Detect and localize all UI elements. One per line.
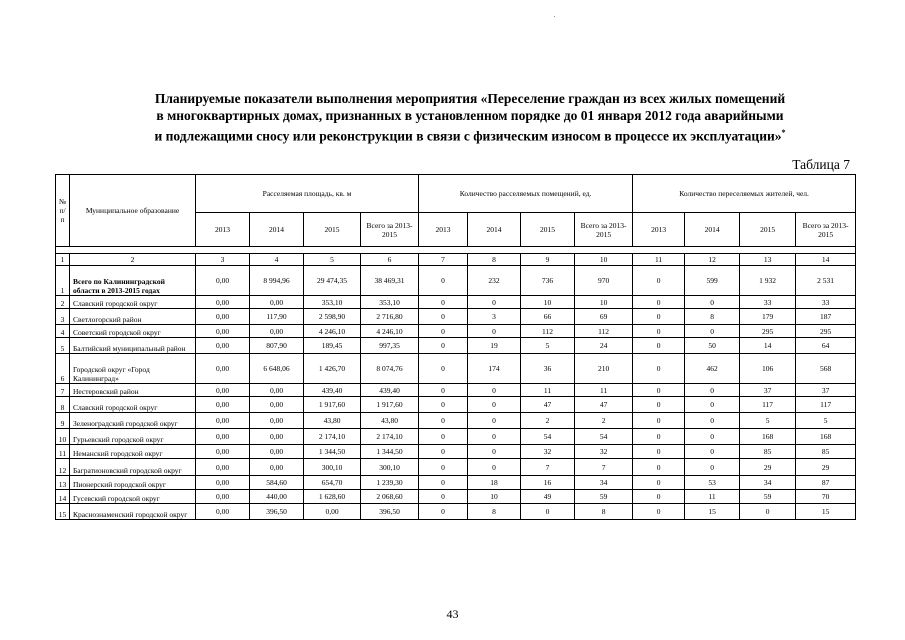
value-cell: 1 917,60 [304,397,361,413]
document-title [100,90,840,145]
column-index-cell: 4 [250,254,304,266]
row-number: 1 [56,266,70,296]
row-number: 14 [56,490,70,504]
value-cell: 43,80 [361,413,419,429]
value-cell: 0 [419,413,468,429]
header-year: 2015 [304,213,361,247]
title-line-3 [100,124,840,145]
value-cell: 0 [633,459,685,476]
value-cell: 112 [575,325,633,338]
value-cell: 16 [521,476,575,490]
value-cell: 4 246,10 [304,325,361,338]
value-cell: 0,00 [196,397,250,413]
value-cell: 0,00 [250,413,304,429]
value-cell: 300,10 [304,459,361,476]
value-cell: 168 [740,429,796,445]
value-cell: 584,60 [250,476,304,490]
row-number: 5 [56,338,70,354]
value-cell: 0 [633,445,685,459]
value-cell: 0 [419,504,468,520]
value-cell: 232 [468,266,521,296]
value-cell: 0,00 [304,504,361,520]
value-cell: 295 [796,325,856,338]
value-cell: 69 [575,309,633,325]
value-cell: 0,00 [196,445,250,459]
value-cell: 0,00 [250,384,304,397]
value-cell: 0 [419,309,468,325]
value-cell: 2 068,60 [361,490,419,504]
table-row [56,413,856,429]
header-year: 2013 [419,213,468,247]
column-index-cell: 2 [70,254,196,266]
value-cell: 174 [468,354,521,384]
municipality-name: Гусевский городской округ [70,490,196,504]
table-row [56,309,856,325]
column-index-cell: 10 [575,254,633,266]
value-cell: 1 239,30 [361,476,419,490]
municipality-name: Краснознаменский городской округ [70,504,196,520]
value-cell: 1 344,50 [361,445,419,459]
value-cell: 106 [740,354,796,384]
value-cell: 0 [419,445,468,459]
value-cell: 11 [521,384,575,397]
value-cell: 59 [575,490,633,504]
value-cell: 54 [521,429,575,445]
municipality-name: Советский городской округ [70,325,196,338]
header-municipality: Муниципальное образование [70,175,196,247]
value-cell: 0 [468,384,521,397]
value-cell: 47 [575,397,633,413]
value-cell: 187 [796,309,856,325]
value-cell: 0,00 [196,354,250,384]
value-cell: 0 [468,397,521,413]
value-cell: 654,70 [304,476,361,490]
value-cell: 353,10 [361,296,419,309]
value-cell: 85 [796,445,856,459]
value-cell: 6 648,06 [250,354,304,384]
value-cell: 0 [419,476,468,490]
header-year: 2014 [685,213,740,247]
value-cell: 997,35 [361,338,419,354]
header-group-residents: Количество переселяемых жителей, чел. [633,175,856,213]
value-cell: 0,00 [250,445,304,459]
table-row [56,397,856,413]
value-cell: 353,10 [304,296,361,309]
value-cell: 0 [633,296,685,309]
value-cell: 8 074,76 [361,354,419,384]
value-cell: 19 [468,338,521,354]
footnote-mark: * [781,128,786,137]
value-cell: 66 [521,309,575,325]
value-cell: 439,40 [361,384,419,397]
value-cell: 37 [740,384,796,397]
value-cell: 0,00 [250,459,304,476]
municipality-name: Нестеровский район [70,384,196,397]
column-index-cell: 5 [304,254,361,266]
page-number: 43 [446,607,459,621]
title-line-3-text: и подлежащими сносу или реконструкции в связи с физическим износом в процессе их эксплуатации» [154,128,782,144]
value-cell: 117 [796,397,856,413]
value-cell: 396,50 [250,504,304,520]
row-number: 4 [56,325,70,338]
row-number: 3 [56,309,70,325]
value-cell: 462 [685,354,740,384]
value-cell: 300,10 [361,459,419,476]
value-cell: 47 [521,397,575,413]
value-cell: 18 [468,476,521,490]
value-cell: 0 [468,459,521,476]
value-cell: 32 [521,445,575,459]
value-cell: 59 [740,490,796,504]
value-cell: 0,00 [196,413,250,429]
row-number: 12 [56,459,70,476]
title-line-1: Планируемые показатели выполнения мероприятия «Переселение граждан из всех жилых помещений [154,91,786,106]
value-cell: 0 [685,445,740,459]
table-row [56,296,856,309]
municipality-name: Всего по Калининградской области в 2013-2015 годах [70,266,196,296]
header-group-premises: Количество расселяемых помещений, ед. [419,175,633,213]
value-cell: 11 [685,490,740,504]
value-cell: 179 [740,309,796,325]
table-row [56,338,856,354]
value-cell: 3 [468,309,521,325]
value-cell: 4 246,10 [361,325,419,338]
municipality-name: Балтийский муниципальный район [70,338,196,354]
value-cell: 0 [685,384,740,397]
value-cell: 0 [419,354,468,384]
value-cell: 5 [521,338,575,354]
value-cell: 38 469,31 [361,266,419,296]
value-cell: 168 [796,429,856,445]
value-cell: 2 598,90 [304,309,361,325]
value-cell: 0 [633,397,685,413]
value-cell: 117,90 [250,309,304,325]
value-cell: 0 [419,490,468,504]
value-cell: 736 [521,266,575,296]
value-cell: 0,00 [196,309,250,325]
value-cell: 0 [419,266,468,296]
value-cell: 0 [633,413,685,429]
value-cell: 2 [575,413,633,429]
value-cell: 112 [521,325,575,338]
table-row [56,384,856,397]
column-index-cell: 9 [521,254,575,266]
value-cell: 189,45 [304,338,361,354]
value-cell: 64 [796,338,856,354]
value-cell: 0 [740,504,796,520]
value-cell: 7 [521,459,575,476]
value-cell: 0 [685,429,740,445]
municipality-name: Багратионовский городской округ [70,459,196,476]
row-number: 11 [56,445,70,459]
header-year: 2013 [196,213,250,247]
table-row [56,325,856,338]
value-cell: 0 [419,459,468,476]
table-row [56,504,856,520]
municipality-name: Славский городской округ [70,296,196,309]
value-cell: 0 [685,413,740,429]
value-cell: 0 [633,384,685,397]
column-index-cell: 13 [740,254,796,266]
column-index-cell: 1 [56,254,70,266]
row-number: 7 [56,384,70,397]
column-index-cell: 6 [361,254,419,266]
value-cell: 396,50 [361,504,419,520]
value-cell: 29 474,35 [304,266,361,296]
value-cell: 1 344,50 [304,445,361,459]
header-year: 2014 [468,213,521,247]
value-cell: 0,00 [196,296,250,309]
row-number: 15 [56,504,70,520]
value-cell: 0,00 [196,429,250,445]
table-row [56,459,856,476]
value-cell: 0 [419,338,468,354]
value-cell: 0,00 [250,397,304,413]
value-cell: 0 [468,296,521,309]
header-total: Всего за 2013-2015 [575,213,633,247]
value-cell: 87 [796,476,856,490]
value-cell: 0,00 [196,384,250,397]
column-index-cell: 8 [468,254,521,266]
value-cell: 439,40 [304,384,361,397]
header-num: № п/п [56,175,70,247]
table-row [56,354,856,384]
value-cell: 0 [633,429,685,445]
value-cell: 33 [740,296,796,309]
title-line-2: в многоквартирных домах, признанных в установленном порядке до 01 января 2012 года аварийными [156,108,784,123]
value-cell: 0 [468,325,521,338]
value-cell: 0 [685,296,740,309]
table-caption: Таблица 7 [792,157,850,172]
header-year: 2014 [250,213,304,247]
value-cell: 0 [633,354,685,384]
value-cell: 2 174,10 [304,429,361,445]
value-cell: 440,00 [250,490,304,504]
row-number: 13 [56,476,70,490]
table-row [56,266,856,296]
value-cell: 970 [575,266,633,296]
row-number: 9 [56,413,70,429]
row-number: 8 [56,397,70,413]
value-cell: 50 [685,338,740,354]
header-year: 2015 [521,213,575,247]
value-cell: 2 531 [796,266,856,296]
value-cell: 0 [419,325,468,338]
value-cell: 0,00 [196,325,250,338]
value-cell: 117 [740,397,796,413]
header-group-area: Расселяемая площадь, кв. м [196,175,419,213]
column-index-cell: 12 [685,254,740,266]
municipality-name: Славский городской округ [70,397,196,413]
value-cell: 14 [740,338,796,354]
value-cell: 0 [633,476,685,490]
header-spacer-row [56,247,856,254]
value-cell: 32 [575,445,633,459]
value-cell: 0 [419,296,468,309]
value-cell: 85 [740,445,796,459]
value-cell: 0 [419,429,468,445]
header-row-groups [56,175,856,213]
value-cell: 37 [796,384,856,397]
value-cell: 70 [796,490,856,504]
municipality-name: Гурьевский городской округ [70,429,196,445]
value-cell: 0 [685,397,740,413]
municipality-name: Светлогорский район [70,309,196,325]
scan-speck [554,16,555,17]
value-cell: 1 932 [740,266,796,296]
value-cell: 0 [419,384,468,397]
municipality-name: Неманский городской округ [70,445,196,459]
value-cell: 0,00 [196,504,250,520]
value-cell: 0 [468,429,521,445]
value-cell: 0,00 [196,459,250,476]
value-cell: 11 [575,384,633,397]
value-cell: 2 716,80 [361,309,419,325]
value-cell: 1 426,70 [304,354,361,384]
value-cell: 0,00 [196,338,250,354]
value-cell: 36 [521,354,575,384]
column-index-cell: 7 [419,254,468,266]
value-cell: 34 [740,476,796,490]
value-cell: 599 [685,266,740,296]
value-cell: 0 [633,325,685,338]
resettlement-table [55,174,856,520]
table-row [56,445,856,459]
value-cell: 5 [796,413,856,429]
municipality-name: Городской округ «Город Калининград» [70,354,196,384]
value-cell: 8 [468,504,521,520]
value-cell: 0,00 [196,266,250,296]
value-cell: 807,90 [250,338,304,354]
value-cell: 0 [419,397,468,413]
value-cell: 0 [685,325,740,338]
value-cell: 0 [633,490,685,504]
value-cell: 0,00 [196,476,250,490]
municipality-name: Пионерский городской округ [70,476,196,490]
value-cell: 1 917,60 [361,397,419,413]
municipality-name: Зеленоградский городской округ [70,413,196,429]
value-cell: 2 174,10 [361,429,419,445]
value-cell: 295 [740,325,796,338]
value-cell: 0,00 [250,296,304,309]
table-row [56,429,856,445]
value-cell: 15 [796,504,856,520]
value-cell: 10 [575,296,633,309]
value-cell: 34 [575,476,633,490]
value-cell: 10 [468,490,521,504]
value-cell: 568 [796,354,856,384]
value-cell: 210 [575,354,633,384]
header-year: 2015 [740,213,796,247]
value-cell: 29 [740,459,796,476]
value-cell: 49 [521,490,575,504]
value-cell: 43,80 [304,413,361,429]
column-index-cell: 3 [196,254,250,266]
value-cell: 0 [468,413,521,429]
column-index-cell: 14 [796,254,856,266]
value-cell: 54 [575,429,633,445]
value-cell: 0 [633,309,685,325]
value-cell: 8 994,96 [250,266,304,296]
table-row [56,476,856,490]
value-cell: 53 [685,476,740,490]
value-cell: 0 [633,338,685,354]
header-year: 2013 [633,213,685,247]
value-cell: 24 [575,338,633,354]
value-cell: 0 [468,445,521,459]
spacer-cell [56,247,856,254]
value-cell: 8 [575,504,633,520]
row-number: 2 [56,296,70,309]
header-total: Всего за 2013-2015 [796,213,856,247]
value-cell: 0,00 [250,429,304,445]
value-cell: 15 [685,504,740,520]
value-cell: 8 [685,309,740,325]
table-body [56,266,856,520]
header-total: Всего за 2013-2015 [361,213,419,247]
value-cell: 0,00 [250,325,304,338]
value-cell: 0 [685,459,740,476]
value-cell: 33 [796,296,856,309]
value-cell: 1 628,60 [304,490,361,504]
row-number: 6 [56,354,70,384]
table-row [56,490,856,504]
value-cell: 7 [575,459,633,476]
value-cell: 0,00 [196,490,250,504]
value-cell: 10 [521,296,575,309]
column-index-cell: 11 [633,254,685,266]
value-cell: 0 [633,504,685,520]
value-cell: 2 [521,413,575,429]
value-cell: 0 [521,504,575,520]
row-number: 10 [56,429,70,445]
value-cell: 0 [633,266,685,296]
column-index-row [56,254,856,266]
value-cell: 29 [796,459,856,476]
value-cell: 5 [740,413,796,429]
